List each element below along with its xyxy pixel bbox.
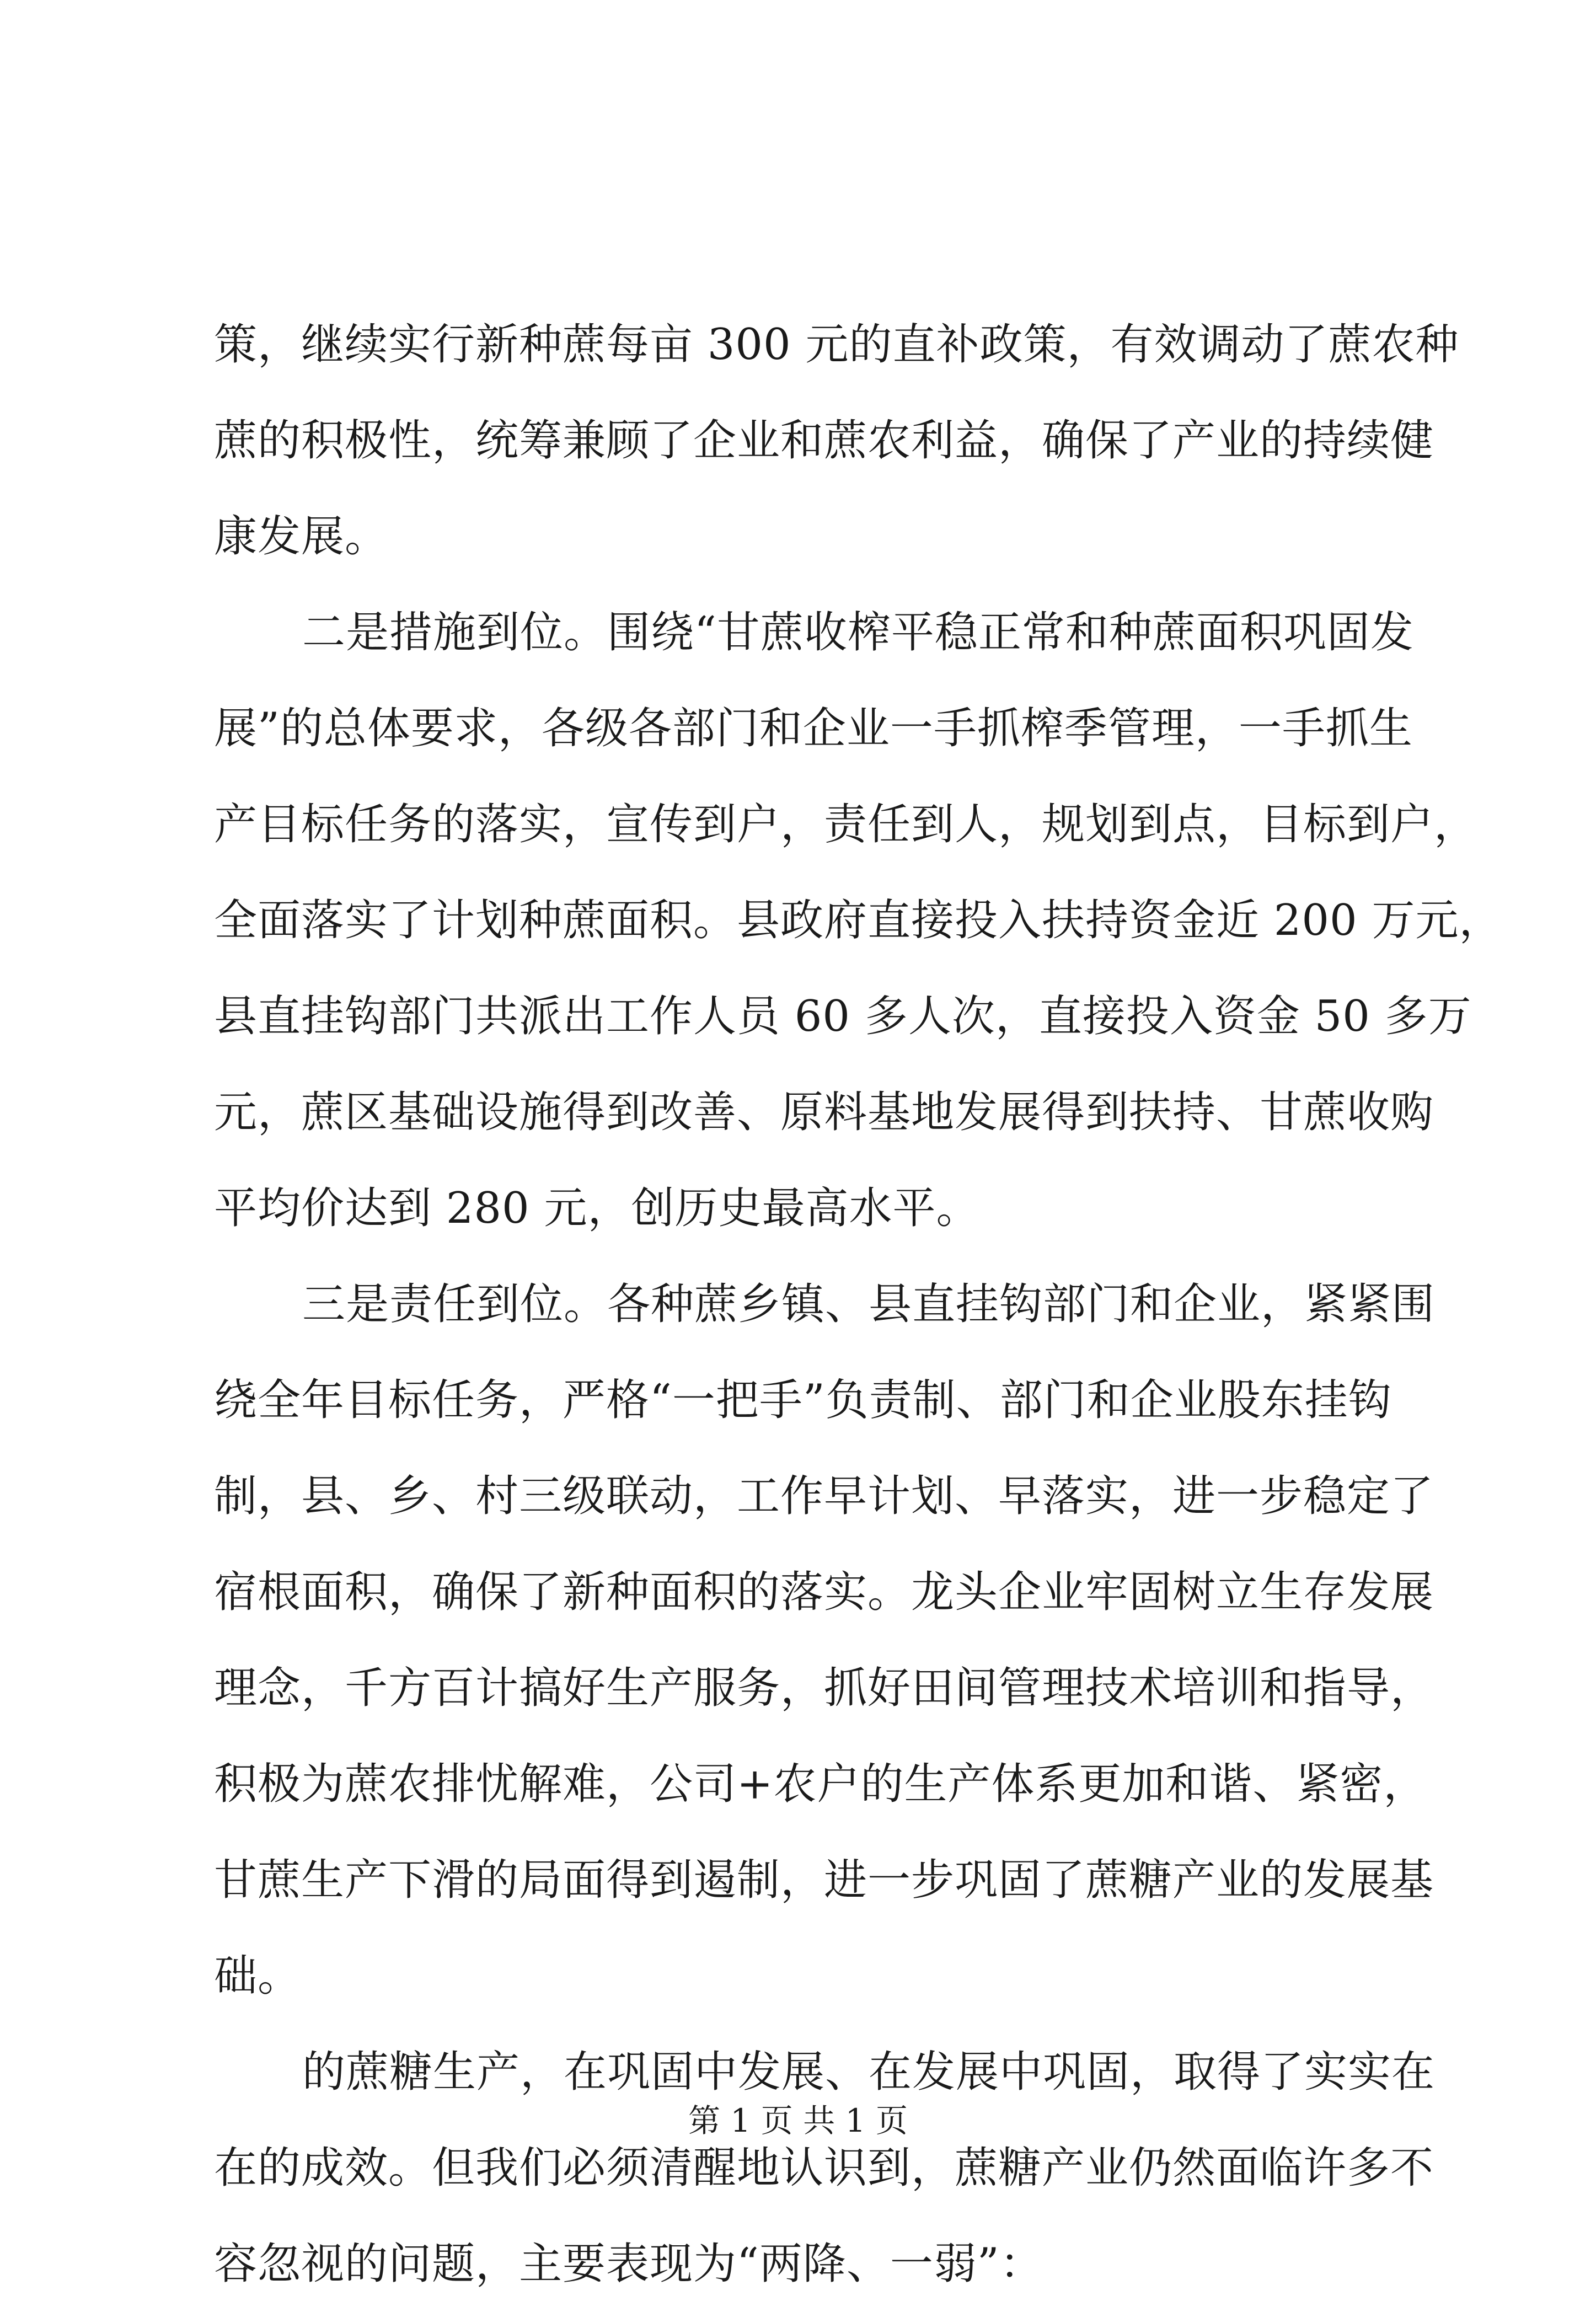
paragraph-start-line: 的蔗糖生产，在巩固中发展、在发展中巩固，取得了实实在 — [302, 2047, 1436, 2097]
text-line: 全面落实了计划种蔗面积。县政府直接投入扶持资金近 200 万元， — [214, 896, 1503, 945]
text-line: 础。 — [214, 1951, 302, 2001]
text-line: 展”的总体要求，各级各部门和企业一手抓榨季管理，一手抓生 — [214, 704, 1413, 753]
text-line: 产目标任务的落实，宣传到户，责任到人，规划到点，目标到户， — [214, 800, 1478, 849]
text-line: 县直挂钩部门共派出工作人员 60 多人次，直接投入资金 50 多万 — [214, 992, 1472, 1041]
text-line: 理念，千方百计搞好生产服务，抓好田间管理技术培训和指导， — [214, 1663, 1434, 1713]
body-text — [214, 297, 1503, 2312]
text-line: 康发展。 — [214, 512, 389, 561]
text-line: 容忽视的问题，主要表现为“两降、一弱”： — [214, 2239, 1043, 2289]
text-line: 元，蔗区基础设施得到改善、原料基地发展得到扶持、甘蔗收购 — [214, 1088, 1434, 1137]
text-line: 绕全年目标任务，严格“一把手”负责制、部门和企业股东挂钩 — [214, 1376, 1392, 1425]
page-number-footer: 第 1 页 共 1 页 — [688, 2102, 908, 2139]
text-line: 策，继续实行新种蔗每亩 300 元的直补政策，有效调动了蔗农种 — [214, 320, 1459, 370]
text-line: 宿根面积，确保了新种面积的落实。龙头企业牢固树立生存发展 — [214, 1567, 1434, 1617]
text-line: 在的成效。但我们必须清醒地认识到，蔗糖产业仍然面临许多不 — [214, 2143, 1434, 2193]
paragraph-start-line: 二是措施到位。围绕“甘蔗收榨平稳正常和种蔗面积巩固发 — [302, 608, 1414, 657]
paragraph-start-line: 三是责任到位。各种蔗乡镇、县直挂钩部门和企业，紧紧围 — [302, 1280, 1436, 1329]
text-line: 制，县、乡、村三级联动，工作早计划、早落实，进一步稳定了 — [214, 1471, 1434, 1521]
text-line: 平均价达到 280 元，创历史最高水平。 — [214, 1184, 980, 1233]
text-line: 甘蔗生产下滑的局面得到遏制，进一步巩固了蔗糖产业的发展基 — [214, 1855, 1434, 1905]
text-line: 积极为蔗农排忧解难，公司+农户的生产体系更加和谐、紧密， — [214, 1759, 1427, 1809]
text-line: 蔗的积极性，统筹兼顾了企业和蔗农利益，确保了产业的持续健 — [214, 416, 1434, 465]
